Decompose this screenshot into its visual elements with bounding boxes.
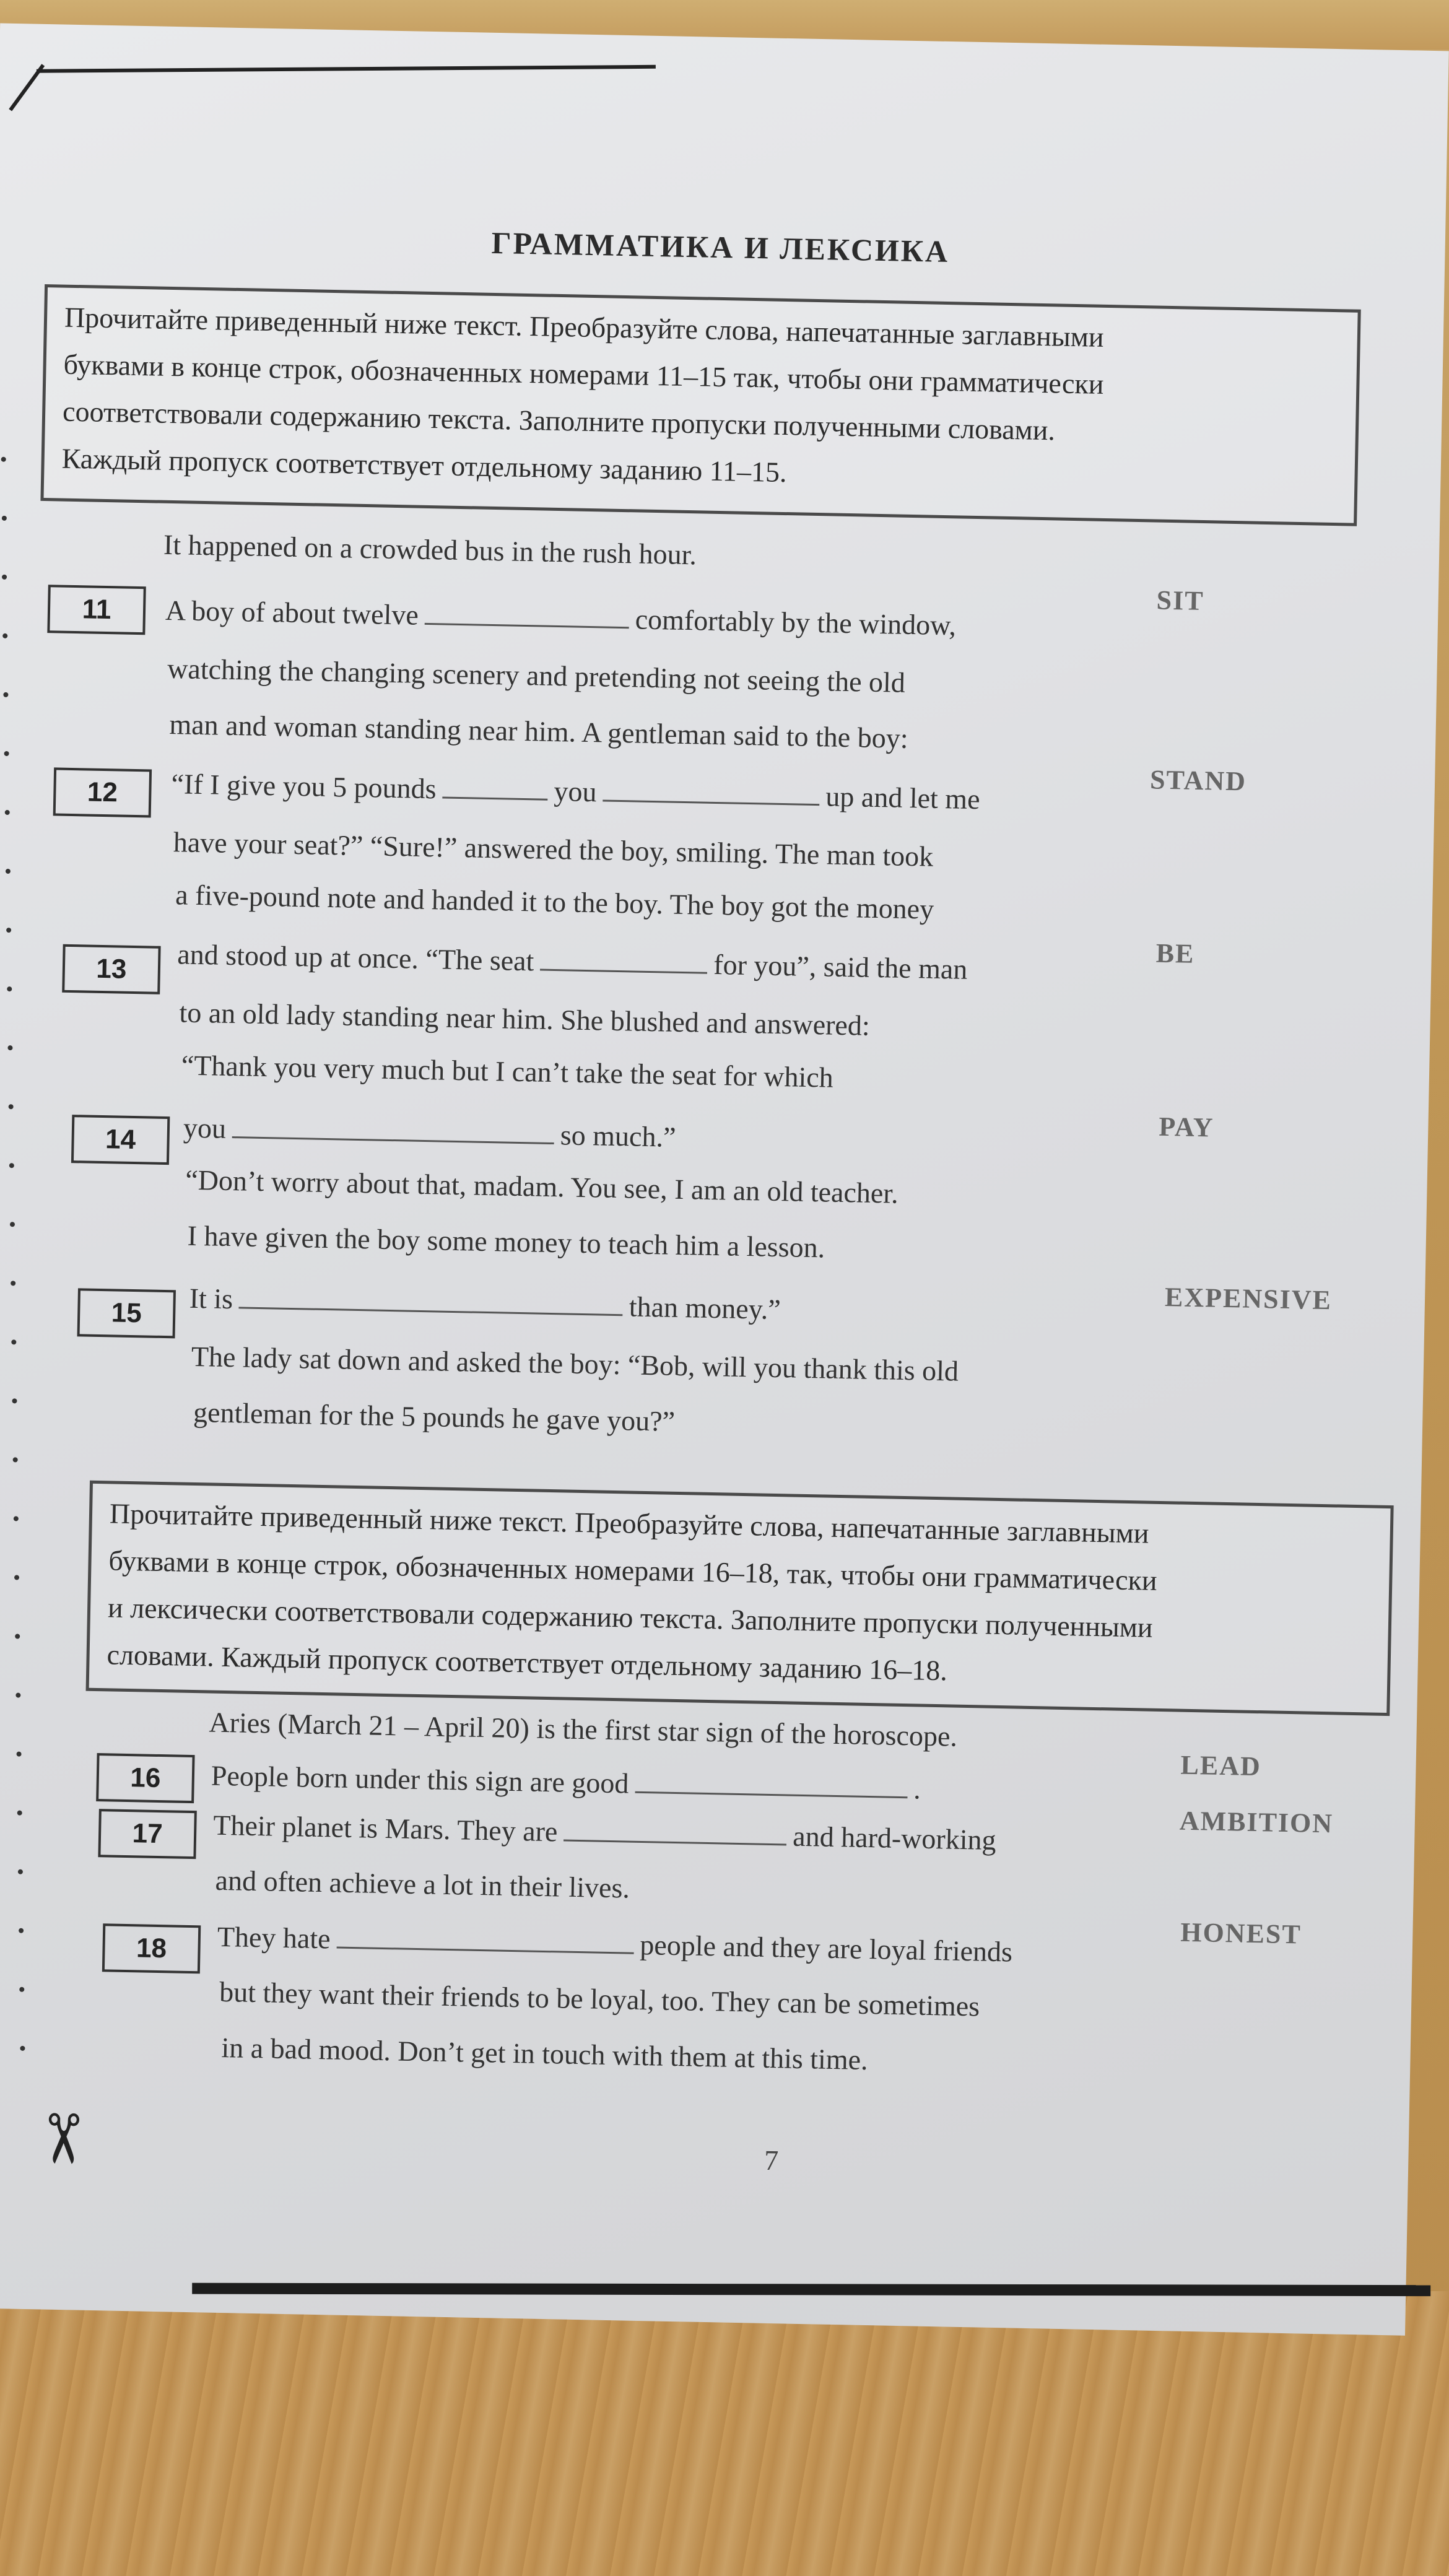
text-fragment: Their planet is Mars. They are	[212, 1809, 558, 1848]
answer-blank-14[interactable]	[232, 1112, 555, 1144]
perforation-dot	[2, 633, 7, 638]
text-line: gentleman for the 5 pounds he gave you?”	[193, 1396, 676, 1437]
text-line	[183, 1111, 676, 1154]
keyword-expensive: EXPENSIVE	[1164, 1282, 1333, 1316]
task-number-box: 17	[98, 1809, 196, 1859]
perforation-dot	[11, 1339, 16, 1344]
text-line: I have given the boy some money to teach him a lesson.	[187, 1219, 825, 1264]
task-number-box: 18	[102, 1923, 201, 1973]
page-bottom-bar	[192, 2283, 1430, 2296]
task-number-box: 11	[47, 585, 146, 635]
perforation-dot	[16, 1752, 21, 1757]
instruction-line: Каждый пропуск соответствует отдельному заданию 11–15.	[61, 442, 788, 489]
instruction-line: и лексически соответствовали содержанию текста. Заполните пропуски полученными	[107, 1591, 1154, 1643]
perforation-dot	[12, 1398, 17, 1403]
text-fragment: and stood up at once. “The seat	[176, 938, 534, 977]
text-line	[189, 1281, 781, 1326]
answer-blank-12b[interactable]	[603, 775, 820, 806]
task-number-box: 16	[96, 1753, 194, 1803]
text-fragment: than money.”	[629, 1290, 781, 1326]
text-fragment: comfortably by the window,	[635, 603, 957, 642]
text-fragment: so much.”	[560, 1119, 676, 1153]
text-line: watching the changing scenery and pretending not seeing the old	[167, 652, 906, 698]
text-line: to an old lady standing near him. She blushed and answered:	[179, 996, 871, 1042]
text-fragment: you	[554, 775, 598, 808]
perforation-dot	[7, 986, 12, 991]
text-line: The lady sat down and asked the boy: “Bob, will you thank this old	[191, 1340, 959, 1387]
task-number-box: 13	[62, 944, 160, 994]
text-line: and often achieve a lot in their lives.	[215, 1864, 630, 1904]
text-line: Aries (March 21 – April 20) is the first star sign of the horoscope.	[209, 1706, 958, 1752]
text-line	[211, 1759, 921, 1806]
perforation-dot	[14, 1516, 19, 1521]
page-title: ГРАММАТИКА И ЛЕКСИКА	[491, 225, 950, 269]
keyword-lead: LEAD	[1180, 1749, 1262, 1782]
scissors-icon: ✂	[22, 2109, 103, 2169]
answer-blank-16[interactable]	[635, 1767, 908, 1798]
instruction-line: Прочитайте приведенный ниже текст. Преобразуйте слова, напечатанные заглавными	[109, 1497, 1149, 1549]
text-line: a five-pound note and handed it to the boy. The boy got the money	[175, 879, 934, 925]
perforation-dot	[7, 1045, 12, 1050]
text-fragment: “If I give you 5 pounds	[171, 768, 437, 805]
keyword-honest: HONEST	[1180, 1917, 1302, 1950]
worksheet-page	[0, 24, 1449, 2336]
instruction-line: соответствовали содержанию текста. Заполните пропуски полученными словами.	[62, 395, 1056, 446]
text-line	[217, 1920, 1012, 1969]
perforation-dot	[3, 692, 8, 697]
answer-blank-17[interactable]	[564, 1815, 787, 1846]
perforation-dot	[17, 1811, 22, 1816]
page-number: 7	[764, 2144, 779, 2177]
perforation-dot	[6, 928, 11, 933]
perforation-dot	[9, 1104, 14, 1109]
text-line: It happened on a crowded bus in the rush hour.	[163, 528, 697, 571]
text-line: “Don’t worry about that, madam. You see, I am an old teacher.	[185, 1164, 899, 1209]
perforation-dot	[13, 1457, 18, 1462]
perforation-dot	[18, 1869, 23, 1874]
text-line	[165, 593, 957, 642]
text-fragment: A boy of about twelve	[165, 594, 419, 631]
keyword-stand: STAND	[1149, 764, 1247, 797]
text-fragment: .	[913, 1773, 921, 1805]
text-line: but they want their friends to be loyal, too. They can be sometimes	[219, 1975, 980, 2022]
perforation-dot	[5, 810, 10, 815]
instructions-box-1	[40, 284, 1360, 526]
answer-blank-11[interactable]	[425, 598, 630, 629]
perforation-dot	[19, 1928, 24, 1933]
answer-blank-18[interactable]	[336, 1922, 634, 1954]
text-fragment: They hate	[217, 1920, 331, 1955]
perforation-dot	[15, 1693, 20, 1698]
text-line: in a bad mood. Don’t get in touch with them at this time.	[221, 2032, 869, 2076]
text-line	[171, 767, 980, 816]
task-number-box: 14	[71, 1115, 170, 1165]
instruction-line: буквами в конце строк, обозначенных номерами 11–15 так, чтобы они грамматически	[63, 348, 1104, 400]
perforation-dot	[11, 1281, 15, 1286]
instruction-line: Прочитайте приведенный ниже текст. Преобразуйте слова, напечатанные заглавными	[64, 301, 1104, 353]
perforation-dot	[19, 1987, 24, 1992]
instructions-box-2	[86, 1481, 1394, 1716]
task-number-box: 15	[77, 1288, 176, 1338]
keyword-sit: SIT	[1156, 585, 1205, 617]
perforation-dot	[10, 1222, 15, 1227]
text-line: man and woman standing near him. A gentleman said to the boy:	[169, 708, 909, 754]
instruction-line: словами. Каждый пропуск соответствует отдельному заданию 16–18.	[107, 1638, 948, 1687]
perforation-dot	[9, 1163, 14, 1168]
text-line	[177, 937, 968, 985]
keyword-be: BE	[1155, 938, 1195, 969]
text-fragment: people and they are loyal friends	[639, 1928, 1013, 1968]
answer-blank-12a[interactable]	[442, 772, 548, 800]
keyword-ambition: AMBITION	[1179, 1805, 1334, 1839]
text-fragment: up and let me	[825, 780, 981, 816]
keyword-pay: PAY	[1158, 1111, 1214, 1143]
perforation-dot	[2, 575, 7, 580]
text-line	[213, 1808, 996, 1856]
perforation-dot	[14, 1575, 19, 1580]
perforation-dot	[1, 457, 6, 462]
perforation-dot	[2, 516, 7, 521]
page-border-line	[37, 65, 656, 73]
answer-blank-13[interactable]	[540, 944, 708, 974]
perforation-dot	[15, 1634, 20, 1638]
instruction-line: буквами в конце строк, обозначенных номерами 16–18, так, чтобы они грамматически	[108, 1544, 1158, 1596]
text-fragment: It is	[189, 1282, 233, 1315]
perforation-dot	[20, 2046, 25, 2051]
table-surface-bottom	[0, 2291, 1449, 2576]
answer-blank-15[interactable]	[239, 1282, 624, 1316]
perforation-dot	[4, 751, 9, 756]
text-line: “Thank you very much but I can’t take the seat for which	[181, 1049, 834, 1094]
text-line: have your seat?” “Sure!” answered the boy, smiling. The man took	[173, 826, 934, 872]
text-fragment: for you”, said the man	[713, 948, 968, 985]
text-fragment: People born under this sign are good	[211, 1759, 629, 1799]
perforation-dot	[6, 869, 11, 874]
text-fragment: you	[183, 1112, 227, 1144]
page-border-line	[9, 64, 45, 111]
task-number-box: 12	[53, 767, 152, 817]
text-fragment: and hard-working	[792, 1820, 997, 1856]
